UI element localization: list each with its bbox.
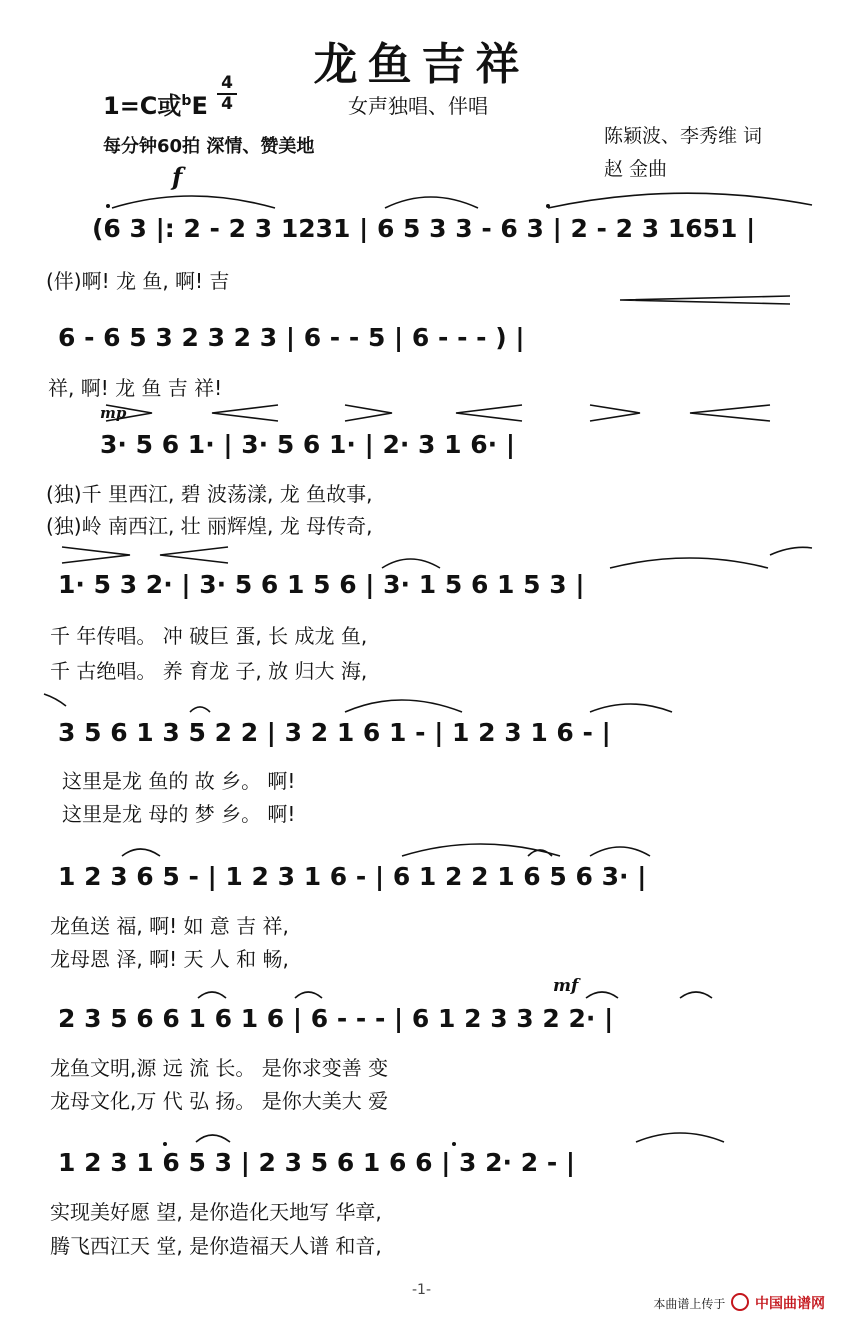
notation-row-7: 2 3 5 6 6 1 6 1 6 | 6 - - - | 6 1 2 3 3 2 2· | [58, 1004, 614, 1033]
notation-row-3: 3· 5 6 1· | 3· 5 6 1· | 2· 3 1 6· | [100, 430, 515, 459]
slur [610, 558, 768, 568]
lyric-row-2-verse-1: 祥, 啊! 龙 鱼 吉 祥! [48, 376, 223, 400]
crescendo-hairpin [620, 296, 790, 304]
decrescendo-hairpin [590, 405, 640, 421]
slur [382, 559, 440, 568]
tempo-marking: 每分钟60拍 深情、赞美地 [103, 136, 315, 157]
lyric-row-4-verse-2: 千 古绝唱。 养 育龙 子, 放 归大 海, [50, 659, 368, 683]
lyric-row-8-verse-1: 实现美好愿 望, 是你造化天地写 华章, [50, 1200, 382, 1224]
dynamic-mezzo-forte: mf [553, 976, 579, 996]
lyric-row-8-verse-2: 腾飞西江天 堂, 是你造福天人谱 和音, [50, 1234, 382, 1258]
footer-site: 中国曲谱网 [755, 1296, 825, 1312]
flat-sign: b [181, 93, 192, 109]
slur [198, 992, 226, 998]
notation-row-4: 1· 5 3 2· | 3· 5 6 1 5 6 | 3· 1 5 6 1 5 3 | [58, 570, 585, 599]
slur [122, 849, 160, 856]
slur [590, 847, 650, 856]
slur [590, 704, 672, 712]
slur [636, 1133, 724, 1142]
decrescendo-hairpin [345, 405, 392, 421]
dynamic-mezzo-piano: mp [100, 404, 127, 422]
slur [385, 197, 478, 208]
slur [112, 196, 275, 208]
site-logo-icon [731, 1293, 749, 1311]
crescendo-hairpin [212, 405, 278, 421]
notation-row-6: 1 2 3 6 5 - | 1 2 3 1 6 - | 6 1 2 2 1 6 5 6 3· | [58, 862, 647, 891]
lyric-row-3-verse-1: (独)千 里西江, 碧 波荡漾, 龙 鱼故事, [46, 482, 373, 506]
lyric-row-7-verse-1: 龙鱼文明,源 远 流 长。 是你求变善 变 [50, 1056, 389, 1080]
lyric-row-5-verse-2: 这里是龙 母的 梦 乡。 啊! [62, 802, 296, 826]
slur [295, 992, 322, 998]
notation-row-8: 1 2 3 1 6 5 3 | 2 3 5 6 1 6 6 | 3 2· 2 - | [58, 1148, 576, 1177]
notation-row-5: 3 5 6 1 3 5 2 2 | 3 2 1 6 1 - | 1 2 3 1 6 - | [58, 718, 611, 747]
time-sig-bottom: 4 [221, 94, 233, 114]
footer-text: 本曲谱上传于 [653, 1297, 726, 1311]
lyric-row-1-verse-1: (伴)啊! 龙 鱼, 啊! 吉 [46, 269, 230, 293]
slur [586, 992, 618, 998]
footer-credit [653, 1293, 825, 1313]
page-number: -1- [411, 1282, 431, 1298]
notation-row-1: (6 3 |: 2 - 2 3 1231 | 6 5 3 3 - 6 3 | 2 - 2 3 1651 | [92, 214, 756, 243]
crescendo-hairpin [456, 405, 522, 421]
crescendo-hairpin [160, 547, 228, 563]
slur [44, 694, 66, 706]
lyricist-credit: 陈颖波、李秀维 词 [604, 125, 763, 147]
crescendo-hairpin [690, 405, 770, 421]
dynamic-forte: f [172, 162, 183, 191]
slur [548, 193, 812, 208]
notation-row-2: 6 - 6 5 3 2 3 2 3 | 6 - - 5 | 6 - - - ) | [58, 323, 525, 352]
slur [190, 707, 210, 712]
decrescendo-hairpin [62, 547, 130, 563]
vocal-type: 女声独唱、伴唱 [348, 94, 488, 118]
lyric-row-3-verse-2: (独)岭 南西江, 壮 丽辉煌, 龙 母传奇, [46, 514, 373, 538]
lyric-row-6-verse-1: 龙鱼送 福, 啊! 如 意 吉 祥, [50, 914, 289, 938]
slur [770, 547, 812, 555]
time-sig-top: 4 [221, 73, 233, 93]
composer-credit: 赵 金曲 [604, 158, 668, 180]
lyric-row-5-verse-1: 这里是龙 鱼的 故 乡。 啊! [62, 769, 296, 793]
lyric-row-6-verse-2: 龙母恩 泽, 啊! 天 人 和 畅, [50, 947, 289, 971]
lyric-row-4-verse-1: 千 年传唱。 冲 破巨 蛋, 长 成龙 鱼, [50, 624, 368, 648]
page-title: 龙鱼吉祥 [313, 39, 530, 90]
slur [680, 992, 712, 998]
slur [345, 700, 462, 712]
slur [196, 1135, 230, 1142]
key-e: E [191, 92, 208, 120]
lyric-row-7-verse-2: 龙母文化,万 代 弘 扬。 是你大美大 爱 [50, 1089, 389, 1113]
decrescendo-hairpin [106, 405, 152, 421]
key-text: 1=C或 [103, 92, 182, 120]
